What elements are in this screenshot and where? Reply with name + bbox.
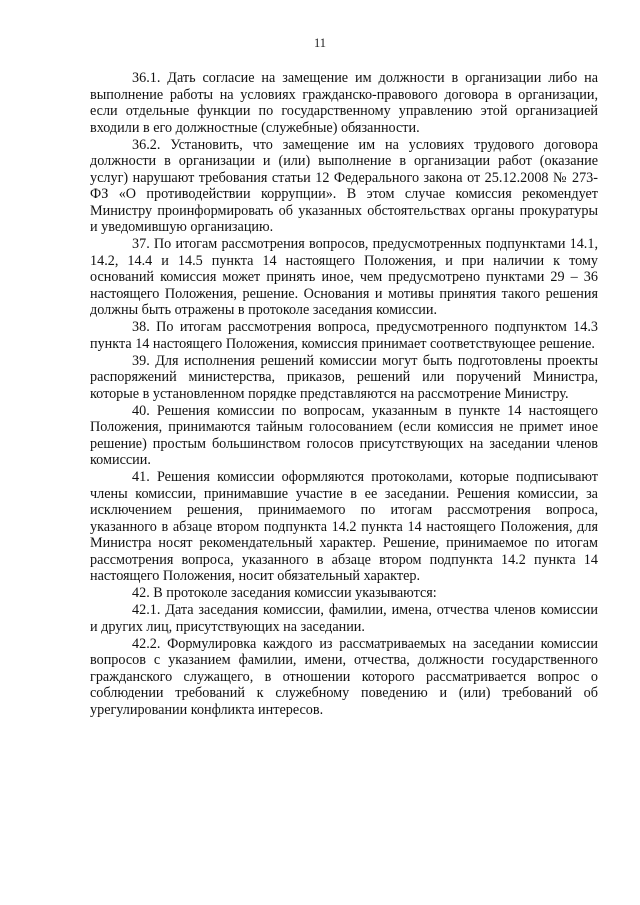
page-number: 11	[313, 36, 327, 50]
paragraph-41: 41. Решения комиссии оформляются протоколами, которые подписывают члены комиссии, принимавшие участие в ее заседании. Решения комиссии, за исключением решения, принимаемого по итогам рассмотрения вопроса, указанного в абзаце втором подпункта 14.2 пункта 14 настоящего Положения, для Министра носят рекомендательный характер. Решение, принимаемое по итогам рассмотрения вопроса, указанного в абзаце втором подпункта 14.2 пункта 14 настоящего Положения, носит обязательный характер.	[90, 469, 598, 584]
paragraph-42-2: 42.2. Формулировка каждого из рассматриваемых на заседании комиссии вопросов с указанием фамилии, имени, отчества, должности государственного гражданского служащего, в отношении которого рассматривается вопрос о соблюдении требований к служебному поведению и (или) требований об урегулировании конфликта интересов.	[90, 635, 598, 718]
paragraph-42-1: 42.1. Дата заседания комиссии, фамилии, имена, отчества членов комиссии и других лиц, присутствующих на заседании.	[90, 602, 598, 635]
paragraph-39: 39. Для исполнения решений комиссии могут быть подготовлены проекты распоряжений министерства, приказов, решений или поручений Министра, которые в установленном порядке представляются на рассмотрение Министру.	[90, 352, 598, 402]
paragraph-36-2: 36.2. Установить, что замещение им на условиях трудового договора должности в организации и (или) выполнение в организации работ (оказание услуг) нарушают требования статьи 12 Федерального закона от 25.12.2008 № 273-ФЗ «О противодействии коррупции». В этом случае комиссия рекомендует Министру проинформировать об указанных обстоятельствах органы прокуратуры и уведомившую организацию.	[90, 136, 598, 235]
paragraph-36-1: 36.1. Дать согласие на замещение им должности в организации либо на выполнение работы на условиях гражданско-правового договора в организации, если отдельные функции по государственному управлению этой организацией входили в его должностные (служебные) обязанности.	[90, 70, 598, 136]
paragraph-37: 37. По итогам рассмотрения вопросов, предусмотренных подпунктами 14.1, 14.2, 14.4 и 14.5 пункта 14 настоящего Положения, и при наличии к тому оснований комиссия может принять иное, чем предусмотрено пунктами 29 – 36 настоящего Положения, решение. Основания и мотивы принятия такого решения должны быть отражены в протоколе заседания комиссии.	[90, 236, 598, 318]
document-body	[90, 70, 598, 719]
paragraph-42: 42. В протоколе заседания комиссии указываются:	[132, 585, 437, 601]
paragraph-40: 40. Решения комиссии по вопросам, указанным в пункте 14 настоящего Положения, принимаются тайным голосованием (если комиссия не примет иное решение) простым большинством голосов присутствующих на заседании членов комиссии.	[90, 402, 598, 468]
paragraph-38: 38. По итогам рассмотрения вопроса, предусмотренного подпунктом 14.3 пункта 14 настоящего Положения, комиссия принимает соответствующее решение.	[90, 319, 598, 352]
